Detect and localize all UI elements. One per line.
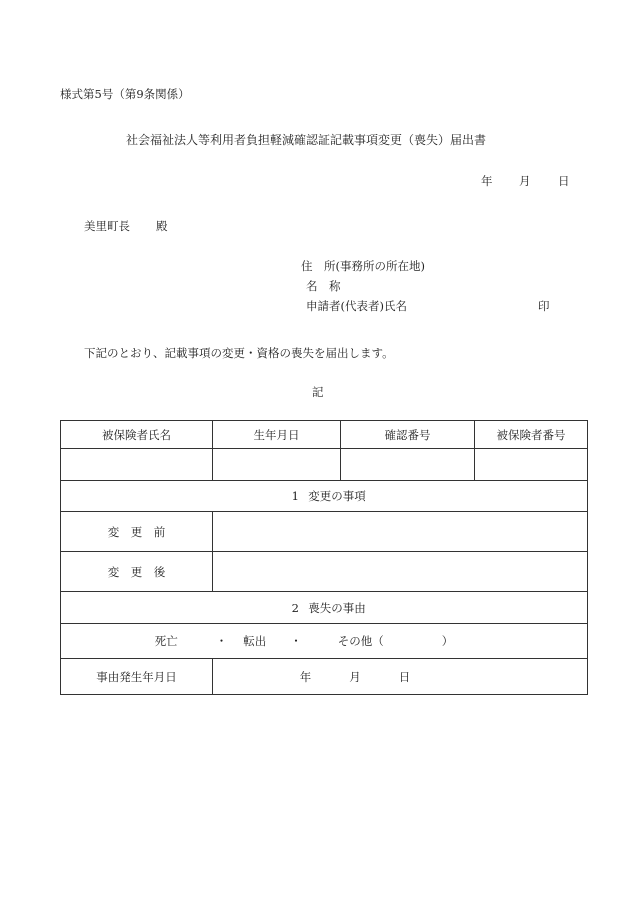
section1-heading [61, 481, 588, 512]
date-year-label: 年 [481, 174, 493, 188]
date-day-label: 日 [558, 174, 570, 188]
occurrence-year: 年 [299, 669, 312, 684]
addressee-name: 美里町長 [84, 219, 130, 233]
section2-number: 2 [291, 600, 299, 615]
header-insured-number: 被保険者番号 [475, 421, 588, 449]
applicant-address-label: 住 所(事務所の所在地) [301, 259, 425, 273]
occurrence-day: 日 [398, 669, 411, 684]
applicant-representative-label: 申請者(代表者)氏名 [306, 299, 407, 313]
occurrence-label: 事由発生年月日 [61, 659, 213, 695]
entry-row [61, 449, 588, 481]
before-row [61, 512, 588, 552]
after-row [61, 552, 588, 592]
section1-number: 1 [291, 489, 299, 503]
reason-other[interactable]: その他（ [337, 634, 384, 648]
reason-separator-2: ・ [290, 634, 302, 648]
insured-number-field[interactable] [475, 449, 588, 481]
occurrence-month: 月 [349, 669, 361, 684]
reason-row [61, 624, 588, 659]
insured-name-field[interactable] [61, 449, 213, 481]
before-field[interactable] [213, 512, 588, 552]
reason-death[interactable]: 死亡 [154, 634, 178, 648]
date-month-label: 月 [519, 174, 531, 188]
section2-heading [61, 592, 588, 624]
occurrence-row [61, 659, 588, 695]
addressee-honorific: 殿 [156, 219, 168, 233]
after-label: 変 更 後 [61, 552, 213, 592]
section2-row [61, 592, 588, 624]
header-birthdate: 生年月日 [213, 421, 341, 449]
form-table [60, 420, 588, 695]
reason-transfer[interactable]: 転出 [243, 634, 267, 648]
confirmation-number-field[interactable] [341, 449, 475, 481]
section2-label: 喪失の事由 [308, 600, 366, 615]
header-insured-name: 被保険者氏名 [61, 421, 213, 449]
section1-label: 変更の事項 [308, 489, 366, 503]
birthdate-field[interactable] [213, 449, 341, 481]
before-label: 変 更 前 [61, 512, 213, 552]
reason-other-close: ） [441, 634, 454, 648]
applicant-name-label: 名 称 [306, 279, 341, 293]
header-row [61, 421, 588, 449]
reason-options [61, 624, 588, 659]
after-field[interactable] [213, 552, 588, 592]
seal-mark: 印 [538, 299, 550, 313]
form-number: 様式第5号（第9条関係） [60, 87, 190, 101]
intro-text: 下記のとおり、記載事項の変更・資格の喪失を届出します。 [84, 346, 394, 360]
header-confirmation-number: 確認番号 [341, 421, 475, 449]
document-title: 社会福祉法人等利用者負担軽減確認証記載事項変更（喪失）届出書 [126, 133, 487, 147]
occurrence-date-field[interactable] [213, 659, 588, 695]
ki-heading: 記 [312, 385, 324, 399]
section1-row [61, 481, 588, 512]
reason-separator-1: ・ [215, 634, 228, 648]
addressee [84, 218, 168, 234]
